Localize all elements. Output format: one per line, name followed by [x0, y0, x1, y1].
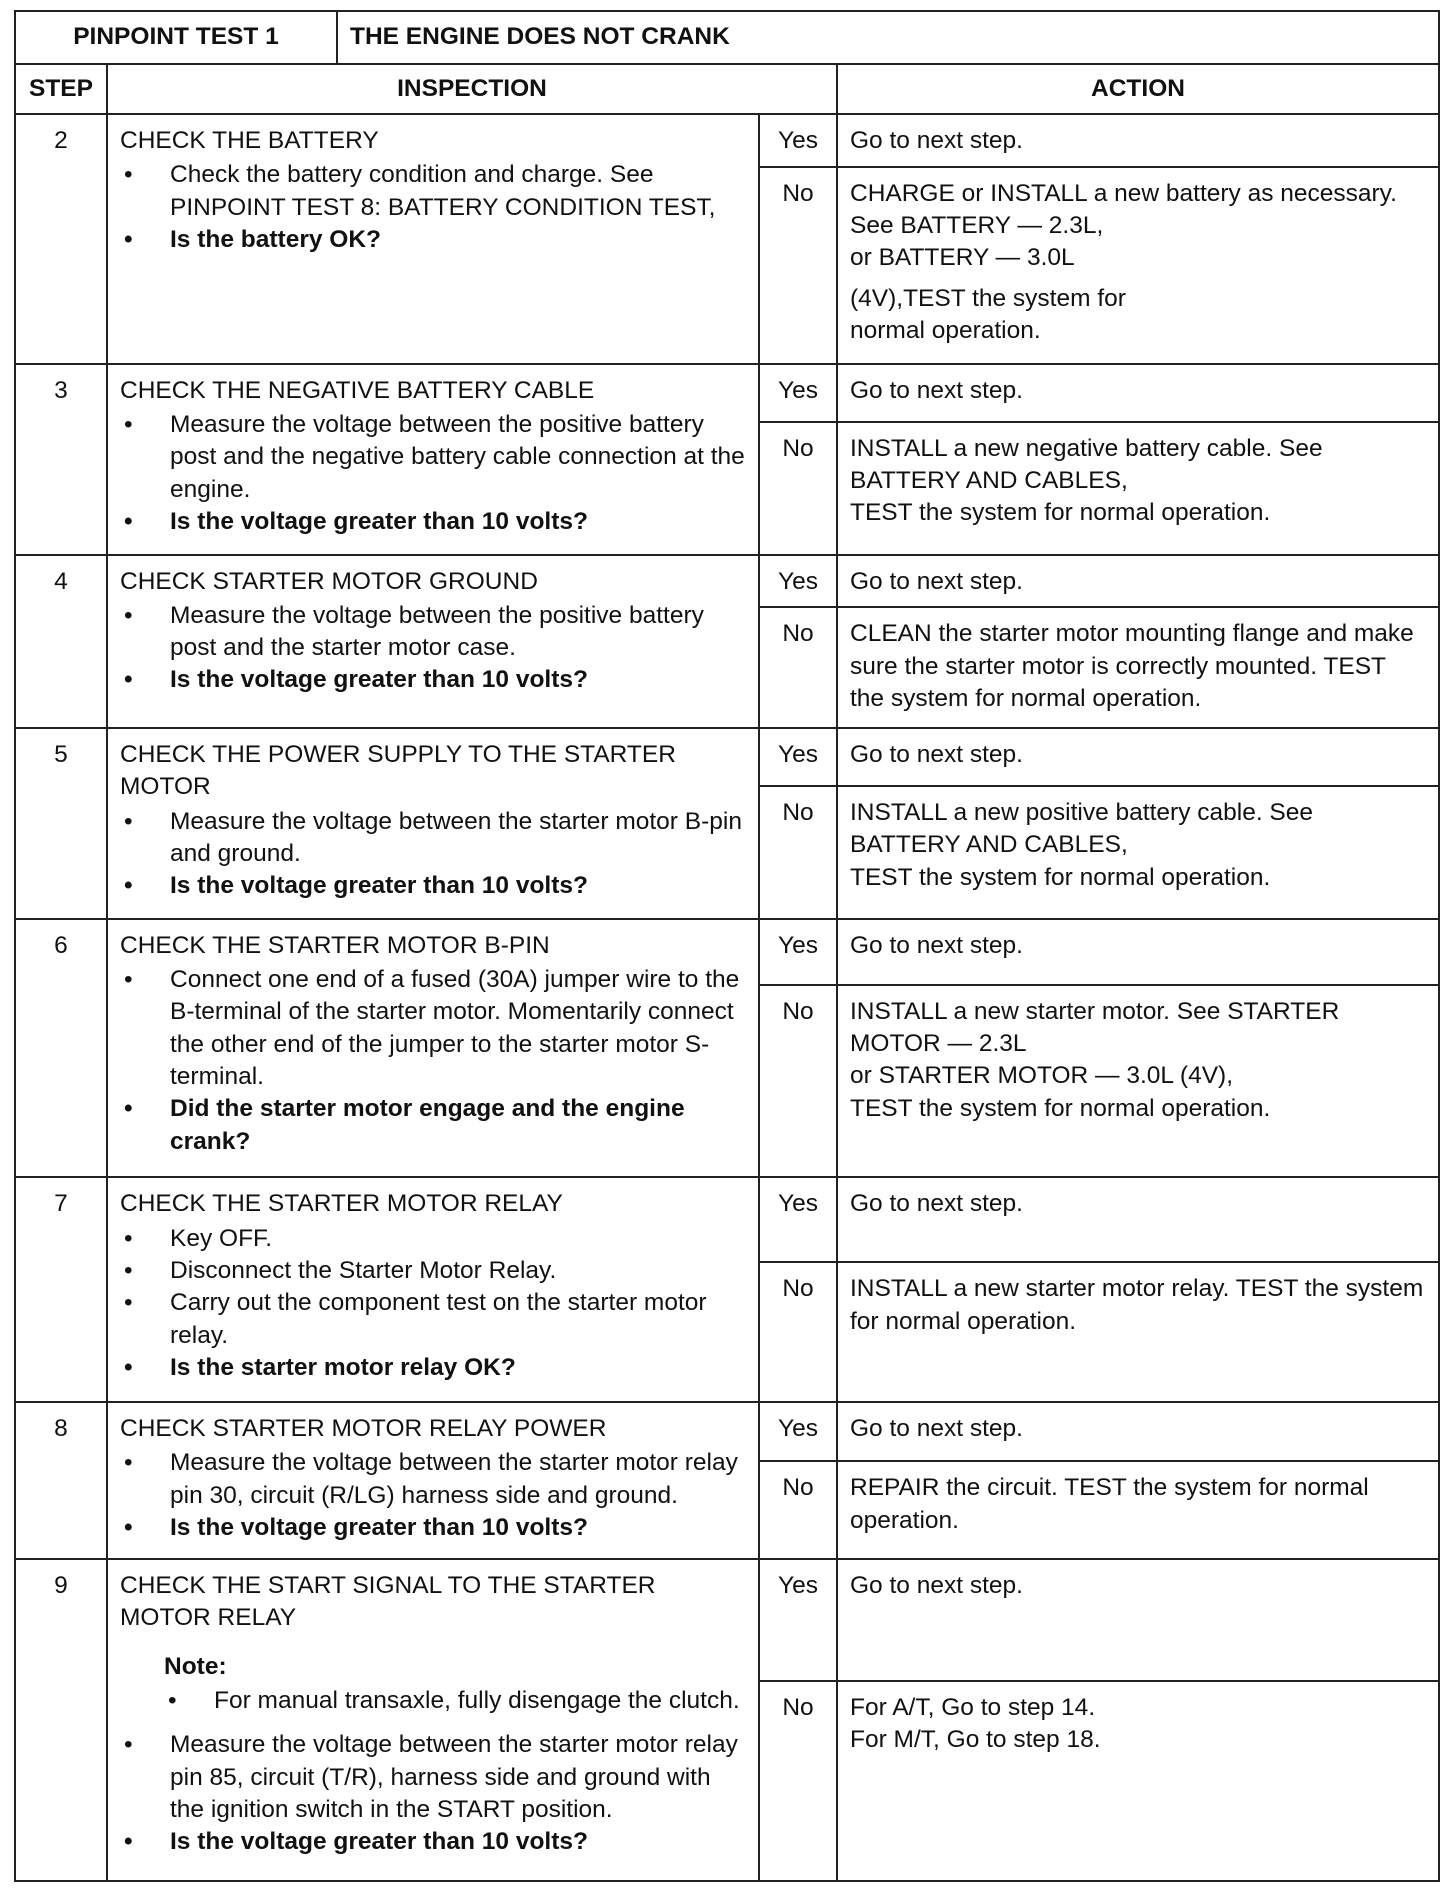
step-number: 2 — [15, 114, 107, 364]
no-action-line: (4V),TEST the system for — [850, 284, 1126, 312]
step-number: 9 — [15, 1559, 107, 1881]
step-heading: CHECK THE STARTER MOTOR RELAY — [120, 1190, 563, 1218]
title-row — [15, 11, 1439, 64]
no-action-line: INSTALL a new starter motor relay. TEST the system for normal operation. — [850, 1275, 1424, 1335]
note-bullet: • For manual transaxle, fully disengage the clutch. — [164, 1685, 748, 1717]
step-inspection — [107, 1559, 759, 1881]
yes-action: Go to next step. — [837, 1559, 1439, 1681]
test-title: THE ENGINE DOES NOT CRANK — [337, 11, 1439, 64]
no-action-line: TEST the system for normal operation. — [850, 863, 1271, 891]
no-action — [837, 985, 1439, 1178]
no-action-line: CLEAN the starter motor mounting flange and make sure the starter motor is correctly mounted. TEST the system for normal operation. — [850, 620, 1414, 712]
no-action — [837, 1461, 1439, 1558]
yes-label: Yes — [759, 555, 837, 608]
no-action-line: CHARGE or INSTALL a new battery as necessary. See BATTERY — 2.3L, — [850, 179, 1397, 240]
step-bullet: • Connect one end of a fused (30A) jumper wire to the B-terminal of the starter motor. Momentarily connect the other end of the jumper to the starter motor S-terminal. — [120, 964, 748, 1093]
step-heading: CHECK STARTER MOTOR RELAY POWER — [120, 1415, 607, 1443]
step-heading: CHECK THE NEGATIVE BATTERY CABLE — [120, 376, 595, 404]
no-action-line: INSTALL a new starter motor. See STARTER MOTOR — 2.3L — [850, 997, 1340, 1057]
step-bullet: • Disconnect the Starter Motor Relay. — [120, 1255, 748, 1287]
no-action-line: INSTALL a new negative battery cable. See BATTERY AND CABLES, — [850, 434, 1323, 495]
col-header-step: STEP — [15, 64, 107, 114]
step-row — [15, 114, 1439, 167]
no-action-line: or STARTER MOTOR — 3.0L (4V), — [850, 1062, 1234, 1090]
step-bullet: • Check the battery condition and charge. See PINPOINT TEST 8: BATTERY CONDITION TEST, — [120, 159, 748, 224]
yes-label: Yes — [759, 114, 837, 167]
no-label: No — [759, 1681, 837, 1881]
step-inspection — [107, 1402, 759, 1559]
step-heading: CHECK THE POWER SUPPLY TO THE STARTER MOTOR — [120, 741, 676, 801]
yes-action: Go to next step. — [837, 555, 1439, 608]
yes-label: Yes — [759, 1402, 837, 1461]
step-question: • Did the starter motor engage and the engine crank? — [120, 1093, 748, 1158]
yes-action: Go to next step. — [837, 364, 1439, 422]
step-row — [15, 555, 1439, 608]
yes-label: Yes — [759, 919, 837, 985]
step-row — [15, 728, 1439, 786]
no-label: No — [759, 1461, 837, 1558]
step-question: • Is the voltage greater than 10 volts? — [120, 664, 748, 696]
step-number: 7 — [15, 1177, 107, 1402]
no-label: No — [759, 607, 837, 728]
step-bullet: • Key OFF. — [120, 1223, 748, 1255]
no-action — [837, 786, 1439, 919]
yes-label: Yes — [759, 728, 837, 786]
step-inspection — [107, 114, 759, 364]
pinpoint-test-sheet — [14, 10, 1440, 1882]
yes-action: Go to next step. — [837, 728, 1439, 786]
no-action-line: INSTALL a new positive battery cable. See BATTERY AND CABLES, — [850, 799, 1314, 859]
step-question: • Is the voltage greater than 10 volts? — [120, 1512, 748, 1544]
step-number: 6 — [15, 919, 107, 1178]
step-heading: CHECK THE BATTERY — [120, 126, 379, 154]
no-action — [837, 167, 1439, 364]
step-heading: CHECK THE START SIGNAL TO THE STARTER MOTOR RELAY — [120, 1571, 656, 1632]
no-action-line: or BATTERY — 3.0L — [850, 244, 1075, 272]
step-question: • Is the voltage greater than 10 volts? — [120, 506, 748, 538]
yes-action: Go to next step. — [837, 114, 1439, 167]
yes-action: Go to next step. — [837, 919, 1439, 985]
col-header-action: ACTION — [837, 64, 1439, 114]
test-id: PINPOINT TEST 1 — [15, 11, 337, 64]
step-number: 5 — [15, 728, 107, 919]
no-action — [837, 422, 1439, 555]
no-label: No — [759, 167, 837, 364]
note-block — [164, 1651, 748, 1718]
step-question: • Is the battery OK? — [120, 224, 748, 256]
step-bullet: • Measure the voltage between the starter motor relay pin 30, circuit (R/LG) harness side and ground. — [120, 1447, 748, 1512]
no-label: No — [759, 1262, 837, 1402]
yes-label: Yes — [759, 1177, 837, 1262]
step-row — [15, 919, 1439, 985]
step-inspection — [107, 364, 759, 555]
yes-label: Yes — [759, 1559, 837, 1681]
step-row — [15, 1177, 1439, 1262]
step-number: 3 — [15, 364, 107, 555]
step-row — [15, 1402, 1439, 1461]
yes-action: Go to next step. — [837, 1177, 1439, 1262]
no-action-line: For A/T, Go to step 14. — [850, 1693, 1096, 1721]
yes-action: Go to next step. — [837, 1402, 1439, 1461]
step-question: • Is the voltage greater than 10 volts? — [120, 870, 748, 902]
no-action-line: TEST the system for normal operation. — [850, 1094, 1271, 1122]
step-number: 8 — [15, 1402, 107, 1559]
step-row — [15, 364, 1439, 422]
column-header-row — [15, 64, 1439, 114]
no-action — [837, 607, 1439, 728]
no-action — [837, 1262, 1439, 1402]
step-bullet: • Carry out the component test on the starter motor relay. — [120, 1287, 748, 1352]
step-number: 4 — [15, 555, 107, 729]
no-action-line: REPAIR the circuit. TEST the system for normal operation. — [850, 1474, 1369, 1534]
step-bullet: • Measure the voltage between the positive battery post and the starter motor case. — [120, 600, 748, 665]
step-inspection — [107, 1177, 759, 1402]
step-bullet: • Measure the voltage between the starter motor relay pin 85, circuit (T/R), harness side and ground with the ignition switch in the START position. — [120, 1729, 748, 1826]
col-header-inspection: INSPECTION — [107, 64, 837, 114]
step-inspection — [107, 919, 759, 1178]
step-bullet: • Measure the voltage between the positive battery post and the negative battery cable connection at the engine. — [120, 409, 748, 506]
step-inspection — [107, 555, 759, 729]
pinpoint-test-table — [14, 10, 1440, 1882]
step-inspection — [107, 728, 759, 919]
step-bullet: • Measure the voltage between the starter motor B-pin and ground. — [120, 806, 748, 871]
no-action-line: normal operation. — [850, 317, 1041, 345]
no-action-line: For M/T, Go to step 18. — [850, 1726, 1101, 1754]
no-action — [837, 1681, 1439, 1881]
step-heading: CHECK THE STARTER MOTOR B-PIN — [120, 931, 550, 959]
step-question: • Is the starter motor relay OK? — [120, 1352, 748, 1384]
no-action-line: TEST the system for normal operation. — [850, 499, 1271, 527]
no-label: No — [759, 985, 837, 1178]
note-label: Note: — [164, 1652, 227, 1680]
step-row — [15, 1559, 1439, 1681]
step-question: • Is the voltage greater than 10 volts? — [120, 1826, 748, 1858]
no-label: No — [759, 786, 837, 919]
yes-label: Yes — [759, 364, 837, 422]
step-heading: CHECK STARTER MOTOR GROUND — [120, 567, 538, 595]
no-label: No — [759, 422, 837, 555]
